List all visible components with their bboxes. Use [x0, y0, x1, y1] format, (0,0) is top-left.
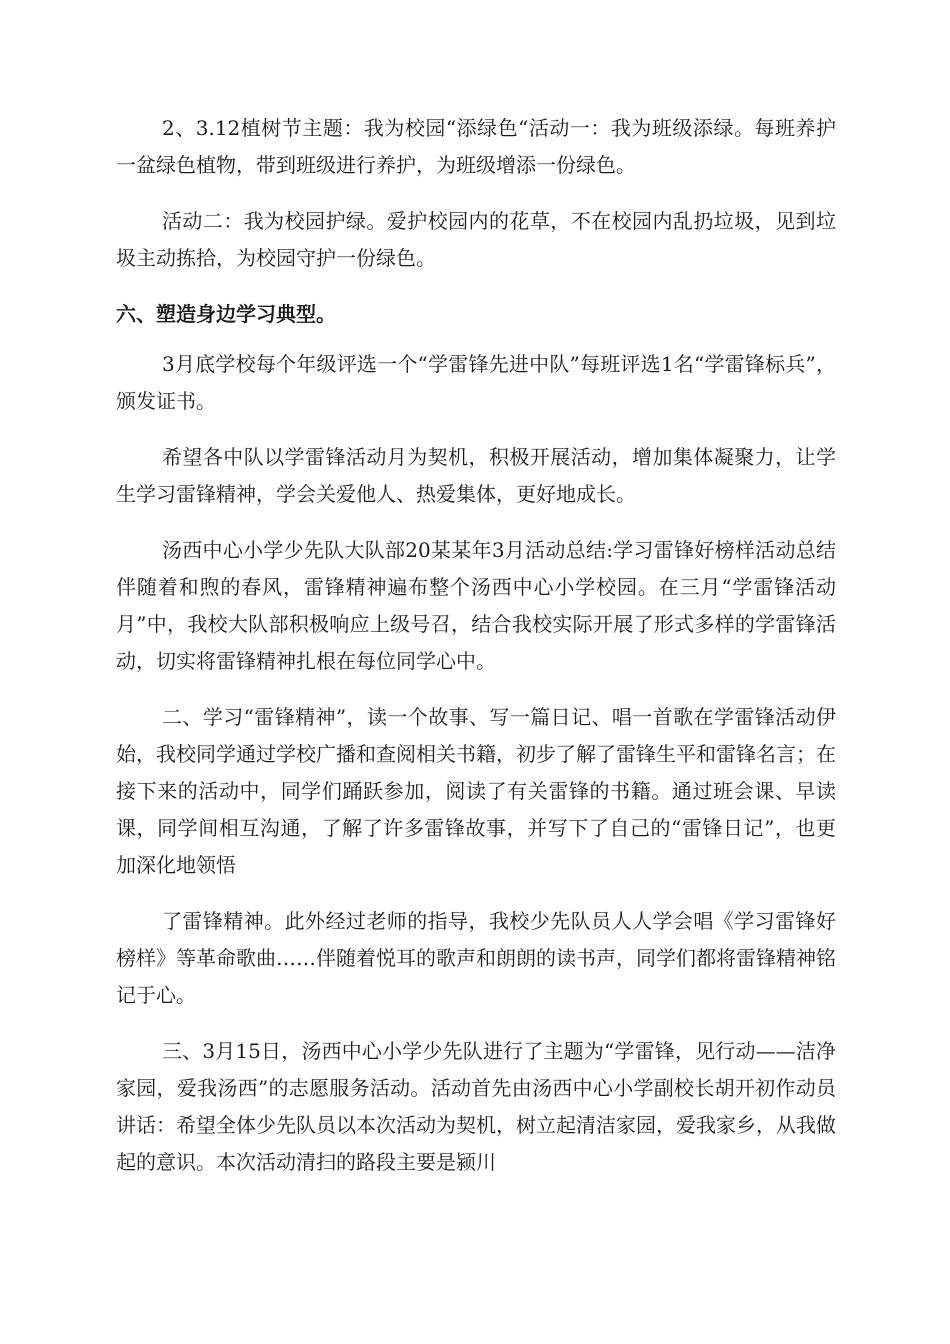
- paragraph-section-two-continued: 了雷锋精神。此外经过老师的指导，我校少先队员人人学会唱《学习雷锋好榜样》等革命歌曲……伴随着悦耳的歌声和朗朗的读书声，同学们都将雷锋精神铭记于心。: [116, 909, 836, 1007]
- section-heading-six: 六、塑造身边学习典型。: [116, 302, 336, 326]
- paragraph-selection: 3月底学校每个年级评选一个“学雷锋先进中队”每班评选1名“学雷锋标兵”，颁发证书。: [116, 352, 836, 413]
- paragraph-section-three: 三、3月15日，汤西中心小学少先队进行了主题为“学雷锋，见行动——洁净家园，爱我汤西”的志愿服务活动。活动首先由汤西中心小学副校长胡开初作动员讲话：希望全体少先队员以本次活动为契机，树立起清洁家园，爱我家乡，从我做起的意识。本次活动清扫的路段主要是颍川: [116, 1039, 836, 1174]
- document-body: [116, 110, 836, 1200]
- paragraph-section-two: 二、学习“雷锋精神”，读一个故事、写一篇日记、唱一首歌在学雷锋活动伊始，我校同学通过学校广播和查阅相关书籍，初步了解了雷锋生平和雷锋名言；在接下来的活动中，同学们踊跃参加，阅读了有关雷锋的书籍。通过班会课、早读课，同学间相互沟通，了解了许多雷锋故事，并写下了自己的“雷锋日记”，也更加深化地领悟: [116, 705, 836, 877]
- paragraph-summary-intro: 汤西中心小学少先队大队部20某某年3月活动总结:学习雷锋好榜样活动总结伴随着和煦的春风，雷锋精神遍布整个汤西中心小学校园。在三月“学雷锋活动月”中，我校大队部积极响应上级号召，结合我校实际开展了形式多样的学雷锋活动，切实将雷锋精神扎根在每位同学心中。: [116, 538, 836, 673]
- paragraph-hope: 希望各中队以学雷锋活动月为契机，积极开展活动，增加集体凝聚力，让学生学习雷锋精神，学会关爱他人、热爱集体，更好地成长。: [116, 445, 836, 506]
- paragraph-activity-two: 活动二：我为校园护绿。爱护校园内的花草，不在校园内乱扔垃圾，见到垃圾主动拣拾，为校园守护一份绿色。: [116, 209, 836, 270]
- paragraph-arbor-day: 2、3.12植树节主题：我为校园“添绿色“活动一：我为班级添绿。每班养护一盆绿色植物，带到班级进行养护，为班级增添一份绿色。: [116, 116, 836, 177]
